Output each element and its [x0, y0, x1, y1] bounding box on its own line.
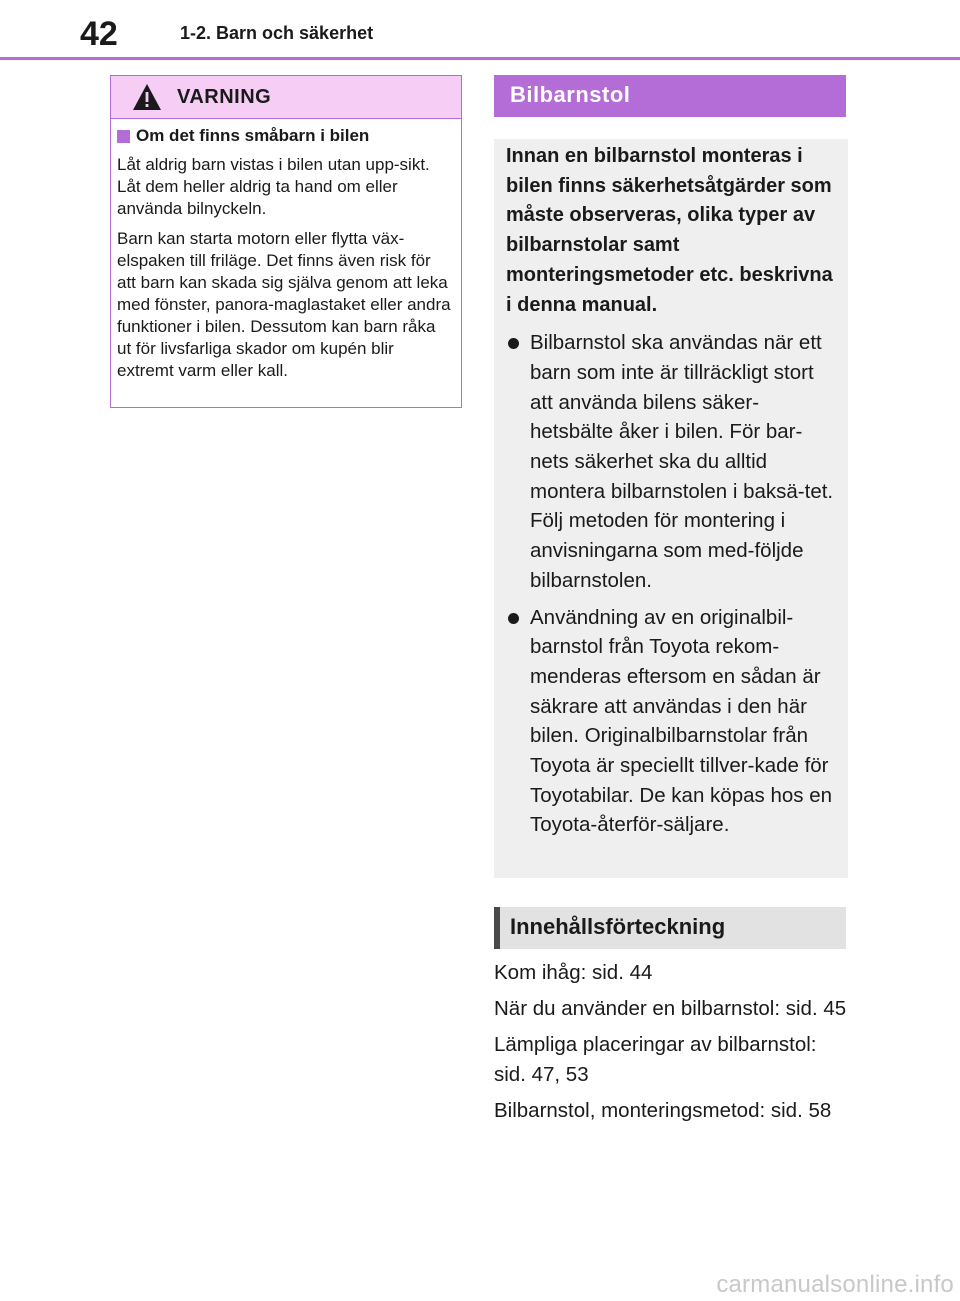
warning-box [110, 75, 462, 408]
intro-lead: Innan en bilbarnstol monteras i bilen finns säkerhetsåtgärder som måste observeras, olika typer av bilbarnstolar samt monteringsmetoder etc. beskrivna i denna manual. [506, 145, 833, 316]
warning-header [111, 76, 461, 119]
square-bullet-icon [117, 130, 130, 143]
list-item-text: Användning av en originalbil-barnstol från Toyota rekom-menderas eftersom en sådan är säkrare att användas i den här bilen. Originalbilbarnstolar från Toyota är speciellt tillver-kade för Toyotabilar. De kan köpas hos en Toyota-återför-säljare. [530, 605, 832, 837]
intro-box [494, 139, 848, 878]
intro-bullet-list [506, 328, 834, 840]
bilbarnstol-banner [494, 75, 846, 117]
page-header [0, 0, 960, 60]
warning-heading [117, 126, 451, 146]
header-divider [0, 57, 960, 60]
warning-title: VARNING [177, 86, 272, 108]
page-number: 42 [80, 15, 118, 53]
bullet-dot-icon [508, 613, 519, 624]
contents-link[interactable]: Lämpliga placeringar av bilbarnstol: sid. 47, 53 [494, 1033, 817, 1086]
watermark: carmanualsonline.info [716, 1271, 954, 1298]
section-title: 1-2. Barn och säkerhet [180, 23, 374, 43]
warning-heading-text: Om det finns småbarn i bilen [136, 126, 370, 145]
bilbarnstol-title: Bilbarnstol [510, 82, 631, 107]
warning-paragraph: Barn kan starta motorn eller flytta väx-elspaken till friläge. Det finns även risk för att barn kan skada sig själva genom att leka med fönster, panora-maglastaket eller andra funktioner i bilen. Dessutom kan barn råka ut för livsfarliga skador om kupén blir extremt varm eller kall. [117, 229, 451, 380]
warning-paragraph: Låt aldrig barn vistas i bilen utan upp-sikt. Låt dem heller aldrig ta hand om eller använda bilnyckeln. [117, 155, 430, 218]
warning-triangle-icon [131, 82, 163, 112]
bullet-dot-icon [508, 338, 519, 349]
contents-banner [494, 907, 846, 949]
list-item [506, 328, 834, 595]
contents-title: Innehållsförteckning [510, 914, 726, 939]
contents-link[interactable]: När du använder en bilbarnstol: sid. 45 [494, 997, 847, 1020]
list-item [506, 603, 834, 841]
list-item-text: Bilbarnstol ska användas när ett barn som inte är tillräckligt stort att använda bilens säker-hetsbälte åker i bilen. För bar-nets säkerhet ska du alltid montera bilbarnstolen i baksä-tet. Följ metoden för montering i anvisningarna som med-följde bilbarnstolen. [530, 331, 834, 592]
contents-link[interactable]: Kom ihåg: sid. 44 [494, 961, 653, 984]
contents-list [494, 958, 854, 1132]
contents-link[interactable]: Bilbarnstol, monteringsmetod: sid. 58 [494, 1099, 832, 1122]
warning-body [111, 119, 461, 382]
